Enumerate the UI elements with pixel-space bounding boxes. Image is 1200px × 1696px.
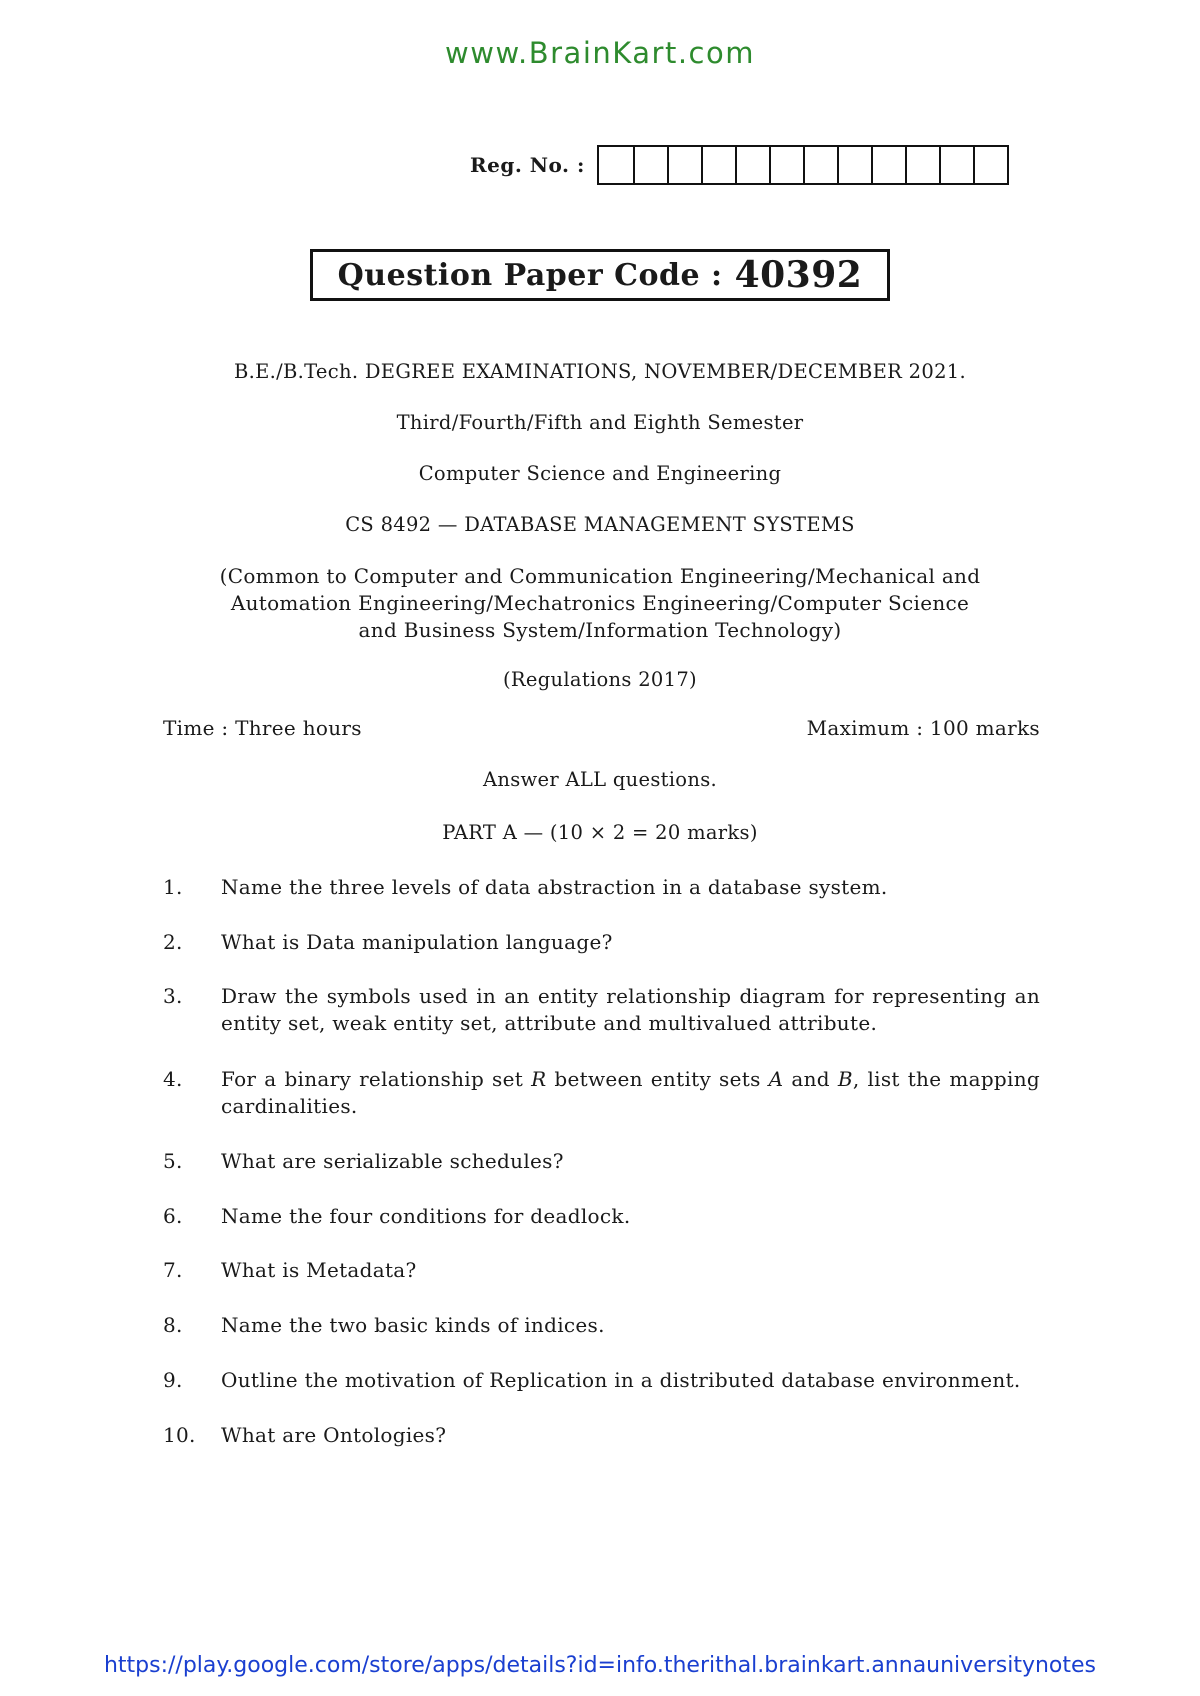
question-number: 2.: [163, 930, 183, 954]
question-number: 1.: [163, 875, 183, 899]
question-text: What is Data manipulation language?: [221, 930, 613, 954]
reg-no-box: [599, 147, 633, 183]
exam-title: B.E./B.Tech. DEGREE EXAMINATIONS, NOVEMBER/DECEMBER 2021.: [233, 360, 966, 383]
question-text: What are serializable schedules?: [221, 1149, 564, 1173]
common-to-line: (Common to Computer and Communication Engineering/Mechanical and: [219, 564, 981, 588]
question-item: [163, 1422, 1040, 1449]
reg-no-box: [735, 147, 769, 183]
reg-no-box: [769, 147, 803, 183]
question-text: Name the three levels of data abstraction in a database system.: [221, 875, 888, 899]
common-to-line: Automation Engineering/Mechatronics Engineering/Computer Science: [230, 591, 970, 615]
question-item: [163, 1066, 1040, 1120]
question-number: 7.: [163, 1258, 183, 1282]
reg-no-row: [470, 145, 1009, 185]
question-text: Draw the symbols used in an entity relationship diagram for representing an entity set, weak entity set, attribute and multivalued attribute.: [221, 984, 1040, 1035]
watermark-bottom-url[interactable]: https://play.google.com/store/apps/details?id=info.therithal.brainkart.annauniversitynotes: [103, 1653, 1097, 1678]
question-item: [163, 929, 1040, 956]
question-item: [163, 874, 1040, 901]
reg-no-label: Reg. No. :: [470, 153, 585, 177]
reg-no-box: [667, 147, 701, 183]
question-text: Name the two basic kinds of indices.: [221, 1313, 605, 1337]
question-text: What are Ontologies?: [221, 1423, 447, 1447]
regulations: (Regulations 2017): [503, 668, 697, 691]
question-text: Name the four conditions for deadlock.: [221, 1204, 631, 1228]
reg-no-box: [939, 147, 973, 183]
question-number: 8.: [163, 1313, 183, 1337]
reg-no-box: [803, 147, 837, 183]
question-number: 3.: [163, 984, 183, 1008]
semester: Third/Fourth/Fifth and Eighth Semester: [396, 411, 804, 434]
question-item: [163, 983, 1040, 1037]
common-to-block: [0, 563, 1200, 644]
question-item: [163, 1148, 1040, 1175]
course-title: CS 8492 — DATABASE MANAGEMENT SYSTEMS: [345, 513, 855, 536]
question-number: 4.: [163, 1067, 183, 1091]
reg-no-box: [973, 147, 1007, 183]
question-text: For a binary relationship set R between entity sets A and B, list the mapping cardinalities.: [221, 1067, 1041, 1118]
question-text: What is Metadata?: [221, 1258, 417, 1282]
common-to-line: and Business System/Information Technology): [358, 618, 842, 642]
question-number: 6.: [163, 1204, 183, 1228]
question-item: [163, 1203, 1040, 1230]
reg-no-box: [905, 147, 939, 183]
question-text: Outline the motivation of Replication in a distributed database environment.: [221, 1368, 1021, 1392]
part-a-heading: PART A — (10 × 2 = 20 marks): [442, 821, 758, 844]
time-allowed: Time : Three hours: [163, 716, 362, 740]
question-number: 9.: [163, 1368, 183, 1392]
question-number: 10.: [163, 1423, 196, 1447]
time-marks-row: [163, 716, 1040, 740]
question-paper-code-number: 40392: [734, 254, 863, 296]
question-item: [163, 1257, 1040, 1284]
question-number: 5.: [163, 1149, 183, 1173]
question-paper-code-label: Question Paper Code :: [337, 257, 723, 293]
question-paper-code-box: [310, 249, 890, 301]
question-item: [163, 1312, 1040, 1339]
instruction: Answer ALL questions.: [482, 768, 718, 791]
department: Computer Science and Engineering: [418, 462, 782, 485]
reg-no-box: [633, 147, 667, 183]
question-item: [163, 1367, 1040, 1394]
reg-no-box: [701, 147, 735, 183]
maximum-marks: Maximum : 100 marks: [806, 716, 1040, 740]
reg-no-box: [871, 147, 905, 183]
reg-no-box: [837, 147, 871, 183]
watermark-top-url[interactable]: www.BrainKart.com: [445, 36, 755, 70]
reg-no-boxes: [597, 145, 1009, 185]
